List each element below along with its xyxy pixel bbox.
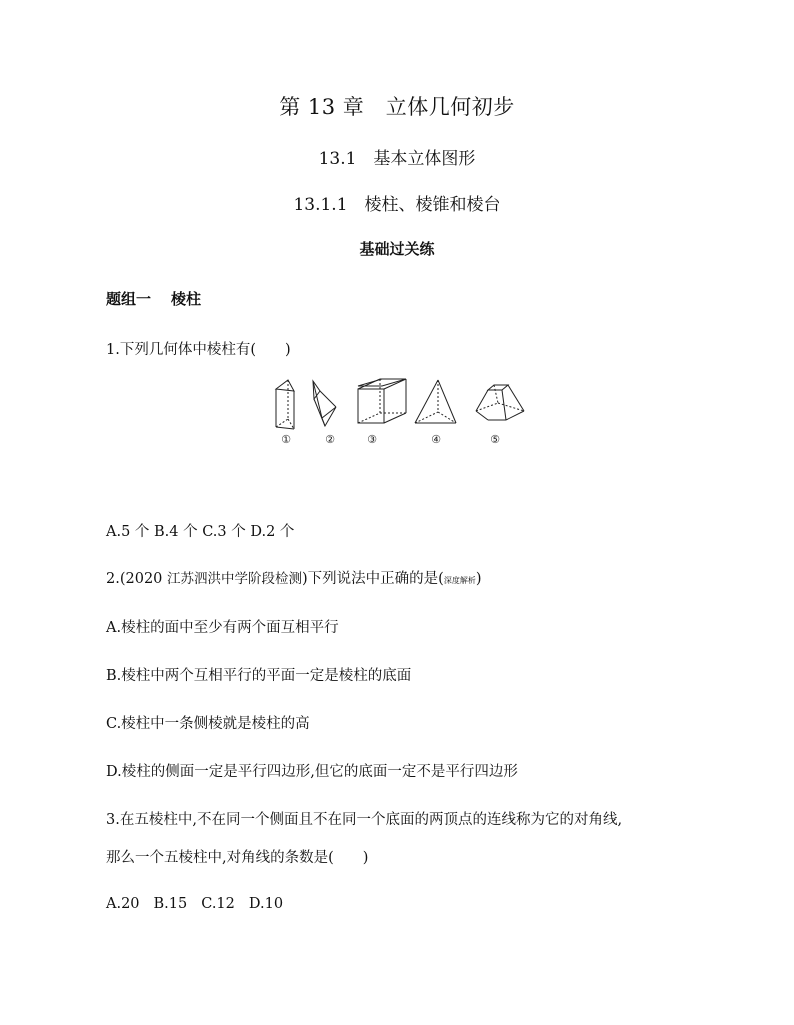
practice-heading: 基础过关练 <box>359 240 435 258</box>
figure-label-2: ② <box>325 433 335 446</box>
q3-stem-line2: 那么一个五棱柱中,对角线的条数是( ) <box>106 850 369 866</box>
solid-5-frustum <box>476 385 524 420</box>
group-topic: 棱柱 <box>171 290 202 308</box>
q3-option-c: C.12 <box>201 896 235 912</box>
subsection-title: 13.1.1 棱柱、棱锥和棱台 <box>293 195 501 215</box>
figure-label-3: ③ <box>367 433 377 446</box>
q3-option-b: B.15 <box>153 896 188 912</box>
q2-stem-text: )下列说法中正确的是( <box>302 571 444 587</box>
section-title: 13.1 基本立体图形 <box>318 149 476 169</box>
q2-note: 深度解析 <box>443 576 476 585</box>
q2-source: 江苏泗洪中学阶段检测 <box>167 571 303 587</box>
group-label: 题组一 <box>106 290 152 308</box>
q1-options: A.5 个 B.4 个 C.3 个 D.2 个 <box>106 524 295 540</box>
q1-solids-figure <box>266 375 530 451</box>
q2-prefix: 2.(2020 <box>106 571 163 587</box>
q3-stem-line1: 3.在五棱柱中,不在同一个侧面且不在同一个底面的两顶点的连线称为它的对角线, <box>106 812 623 828</box>
q2-stem <box>106 567 482 588</box>
group-heading <box>106 288 201 309</box>
solid-1-triangular-prism <box>276 380 294 429</box>
q3-options <box>106 896 297 912</box>
figure-label-5: ⑤ <box>490 433 500 446</box>
solid-4-pyramid <box>415 380 456 423</box>
q3-option-a: A.20 <box>106 896 140 912</box>
chapter-title: 第 13 章 立体几何初步 <box>279 95 515 119</box>
q2-option-a: A.棱柱的面中至少有两个面互相平行 <box>106 620 339 636</box>
q2-option-b: B.棱柱中两个互相平行的平面一定是棱柱的底面 <box>106 668 412 684</box>
q1-stem: 1.下列几何体中棱柱有( ) <box>106 342 291 358</box>
solid-2-slanted <box>313 381 336 426</box>
solid-3-parallelepiped <box>358 379 406 423</box>
figure-label-1: ① <box>281 433 291 446</box>
q2-option-c: C.棱柱中一条侧棱就是棱柱的高 <box>106 716 310 732</box>
q2-close: ) <box>475 571 482 587</box>
figure-label-4: ④ <box>431 433 441 446</box>
q2-option-d: D.棱柱的侧面一定是平行四边形,但它的底面一定不是平行四边形 <box>106 764 518 780</box>
q3-option-d: D.10 <box>248 896 284 912</box>
